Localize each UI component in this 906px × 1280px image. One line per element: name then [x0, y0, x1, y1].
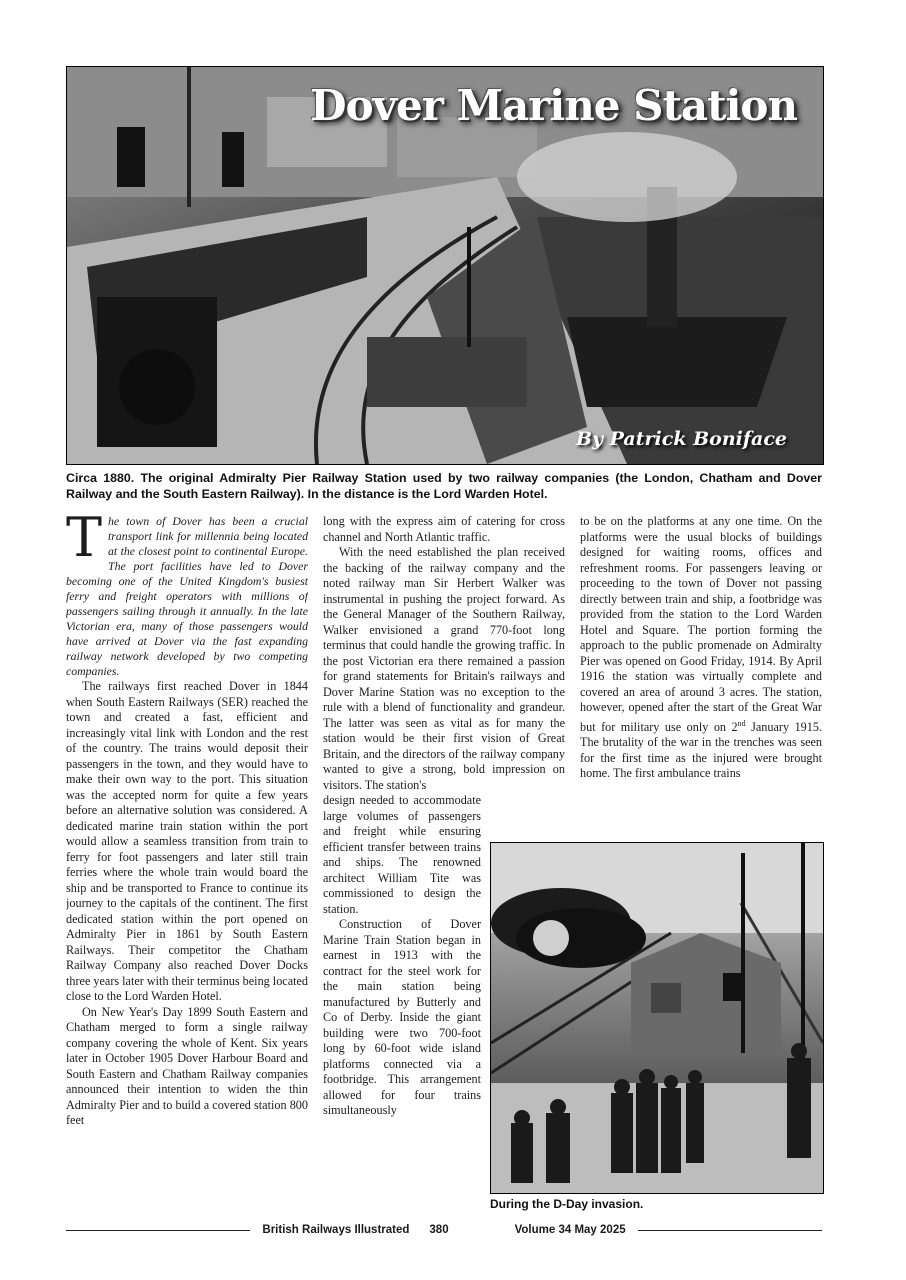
inset-caption: During the D-Day invasion.: [490, 1197, 644, 1211]
footer-rule-left: [66, 1230, 250, 1231]
body-paragraph: The railways first reached Dover in 1844 when South Eastern Railways (SER) reached the town and created a fast, efficient and increasingly vital link with London and the rest of the country. The trains would deposit their passengers in the town, and they would have to make their own way to the port. This situation was the accepted norm for quite a few years before an alternative solution was considered. A dedicated marine train station within the port would allow a seamless transition from train to ferry for foot passengers and later still train ferries where the whole train would board the ship and be transported to France to continue its journey to the capitals of the continent. The first dedicated station within the port opened on Admiralty Pier in 1861 by South Eastern Railways. Their competitor the Chatham Railway Company also reached Dover Docks three years later with their terminus being located close to the Lord Warden Hotel.: [66, 679, 308, 1003]
body-paragraph: [580, 514, 822, 782]
narrow-text-block: [323, 793, 481, 1119]
footer-rule-right: [638, 1230, 822, 1231]
paragraph-text: to be on the platforms at any one time. On the platforms were the usual blocks of buildings designed for waiting rooms, offices and refreshment rooms. For passengers leaving or proceeding to the town of Dover not passing directly between train and ship, a footbridge was provided from the station to the Lord Warden Hotel and Square. The portion forming the approach to the public promenade on Admiralty Pier was opened on Good Friday, 1914. By April 1916 the station was virtually complete and covered an area of around 3 acres. The station, however, opened after the start of the Great War but for military use only on 2: [580, 514, 822, 734]
intro-text: he town of Dover has been a crucial transport link for millennia being located at the closest point to continental Europe. The port facilities have led to Dover becoming one of the United Kingdom's busiest ferry and freight operators with millions of passengers sailing through it annually. In the late Victorian era, many of those passengers would have arrived at Dover via the fast expanding railway network developed by two competing companies.: [66, 514, 308, 678]
body-paragraph: design needed to accommodate large volumes of passengers and freight while ensuring efficient transfer between trains and ships. The renowned architect William Tite was commissioned to design the station.: [323, 793, 481, 916]
inset-photo: [490, 842, 824, 1194]
ordinal-suffix: nd: [737, 718, 746, 728]
column-1: [66, 514, 308, 1204]
publication-name: British Railways Illustrated: [262, 1224, 410, 1236]
column-3: [580, 514, 822, 844]
body-paragraph: long with the express aim of catering for cross channel and North Atlantic traffic.: [323, 514, 565, 544]
drop-cap: T: [66, 514, 103, 569]
article-title: Dover Marine Station: [310, 81, 797, 130]
hero-photo: [66, 66, 824, 465]
issue-label: Volume 34 May 2025: [514, 1224, 626, 1236]
page-number: 380: [429, 1224, 449, 1236]
intro-paragraph: [66, 514, 308, 679]
hero-caption: Circa 1880. The original Admiralty Pier Railway Station used by two railway companies (the London, Chatham and Dover Railway and the South Eastern Railway). In the distance is the Lord Warden Hotel.: [66, 471, 822, 501]
body-paragraph: On New Year's Day 1899 South Eastern and Chatham merged to form a single railway company covering the whole of Kent. Six years later in October 1905 Dover Harbour Board and South Eastern and Chatham Railway companies announced their intention to widen the thin Admiralty Pier and to build a covered station 800 feet: [66, 1004, 308, 1127]
inset-illustration: [491, 843, 823, 1193]
paragraph-text-end: January 1915. The brutality of the war in the trenches was seen for the first time as the injured were brought home. The first ambulance trains: [580, 719, 822, 781]
page-footer: [66, 1222, 822, 1238]
body-paragraph: Construction of Dover Marine Train Station began in earnest in 1913 with the contract for the steel work for the main station being manufactured by Butterly and Co of Derby. Inside the giant building were two 700-foot long by 60-foot wide island platforms connected via a footbridge. This arrangement allowed for four trains simultaneously: [323, 917, 481, 1117]
byline: By Patrick Boniface: [575, 428, 787, 450]
body-paragraph: With the need established the plan received the backing of the railway company and the noted railway man Sir Herbert Walker was instrumental in pushing the project forward. As the General Manager of the Southern Railway, Walker envisioned a grand 770-foot long terminus that could handle the growing traffic. In the post Victorian era there remained a passion for grand statements for Britain's railways and Dover Marine Station was no exception to the rule with a blend of functionality and grandeur. The latter was seen as vital as for many the station would be their first vision of Great Britain, and the directors of the railway company wanted to give a strong, bold impression on visitors. The station's: [323, 545, 565, 792]
